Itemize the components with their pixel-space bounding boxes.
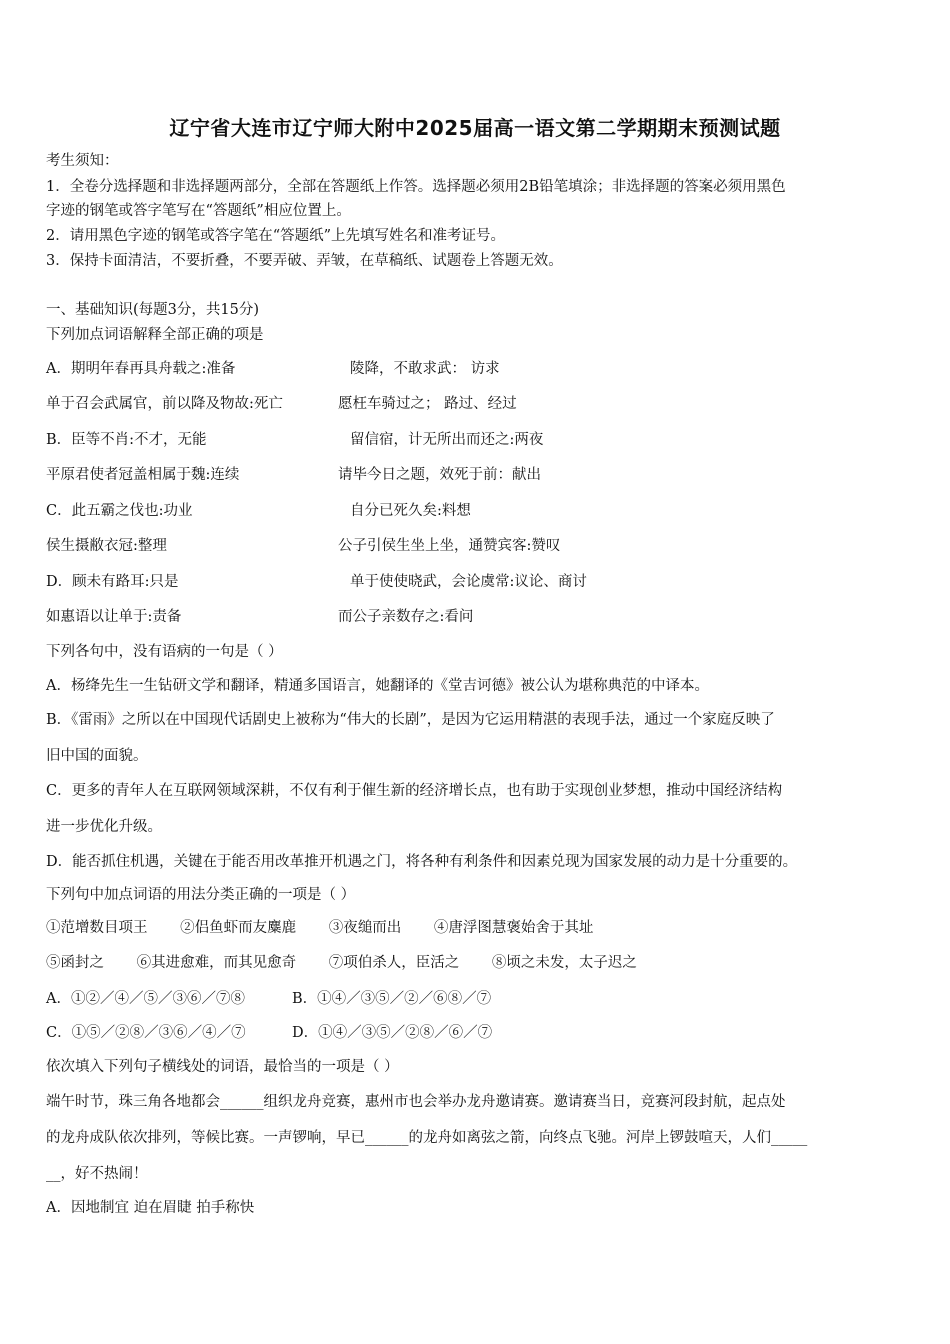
q1-row-left: 单于召会武属官，前以降及物故:死亡	[46, 396, 283, 412]
q4-passage-line-2: 的龙舟成队依次排列，等候比赛。一声锣响，早已______的龙舟如离弦之箭，向终点飞驰。河岸上锣鼓喧天，人们_____	[46, 1130, 808, 1146]
q4-passage-line-3: __，好不热闹！	[46, 1166, 148, 1182]
q4-option-a: A．因地制宜 迫在眉睫 拍手称快	[46, 1200, 255, 1216]
q1-row-left: 平原君使者冠盖相属于魏:连续	[46, 467, 240, 483]
section-heading: 一、基础知识(每题3分，共15分)	[46, 302, 259, 318]
q2-option-b: B．《雷雨》之所以在中国现代话剧史上被称为“伟大的长剧”，是因为它运用精湛的表现手法，通过一个家庭反映了	[46, 712, 775, 728]
q3-option-b: B．①④／③⑤／②／⑥⑧／⑦	[292, 991, 492, 1007]
q4-passage-line-1: 端午时节，珠三角各地都会______组织龙舟竞赛，惠州市也会举办龙舟邀请赛。邀请赛当日，竞赛河段封航，起点处	[46, 1094, 786, 1110]
q3-item: ①范增数目项王	[46, 920, 148, 936]
q1-row-left: C．此五霸之伐也:功业	[46, 503, 193, 519]
q1-row-right: 留信宿，计无所出而还之:两夜	[350, 432, 544, 448]
q3-item: ③夜缒而出	[328, 920, 402, 936]
q2-option-c: C．更多的青年人在互联网领域深耕，不仅有利于催生新的经济增长点，也有助于实现创业梦想，推动中国经济结构	[46, 783, 783, 799]
q3-items-row-1	[46, 918, 593, 938]
q1-row-left: A．期明年春再具舟载之:准备	[46, 361, 236, 377]
q3-item: ⑥其进愈难，而其见愈奇	[136, 955, 297, 971]
q1-row-right: 单于使使晓武，会论虞常:议论、商讨	[350, 574, 587, 590]
q2-option-d: D．能否抓住机遇，关键在于能否用改革推开机遇之门，将各种有利条件和因素兑现为国家发展的动力是十分重要的。	[46, 854, 798, 870]
q1-row-left: 侯生摄敝衣冠:整理	[46, 538, 167, 554]
page-title: 辽宁省大连市辽宁师大附中2025届高一语文第二学期期末预测试题	[169, 116, 781, 140]
q2-option-c-cont: 进一步优化升级。	[46, 819, 162, 835]
q3-stem: 下列句中加点词语的用法分类正确的一项是（ ）	[46, 887, 356, 903]
q2-option-b-cont: 旧中国的面貌。	[46, 748, 148, 764]
q1-row-right: 自分已死久矣:料想	[350, 503, 471, 519]
q3-item: ⑦项伯杀人，臣活之	[328, 955, 460, 971]
q1-row-left: B．臣等不肖:不才，无能	[46, 432, 207, 448]
q1-row-right: 愿枉车骑过之； 路过、经过	[338, 396, 517, 412]
q3-item: ②侣鱼虾而友麋鹿	[180, 920, 297, 936]
q3-option-d: D．①④／③⑤／②⑧／⑥／⑦	[292, 1025, 493, 1041]
q2-stem: 下列各句中，没有语病的一句是（ ）	[46, 644, 283, 660]
q2-option-a: A．杨绛先生一生钻研文学和翻译，精通多国语言，她翻译的《堂吉诃德》被公认为堪称典范的中译本。	[46, 678, 709, 694]
q1-row-right: 陵降，不敢求武： 访求	[350, 361, 500, 377]
q1-row-right: 公子引侯生坐上坐，通赞宾客:赞叹	[338, 538, 561, 554]
notice-item-3: 3．保持卡面清洁，不要折叠，不要弄破、弄皱，在草稿纸、试题卷上答题无效。	[46, 253, 563, 269]
q3-option-c: C．①⑤／②⑧／③⑥／④／⑦	[46, 1025, 246, 1041]
q1-row-right: 而公子亲数存之:看问	[338, 609, 474, 625]
q3-item: ⑤函封之	[46, 955, 104, 971]
q3-items-row-2	[46, 953, 637, 973]
notice-item-2: 2．请用黑色字迹的钢笔或答字笔在“答题纸”上先填写姓名和准考证号。	[46, 228, 506, 244]
notice-heading: 考生须知：	[46, 153, 119, 169]
notice-item-1-cont: 字迹的钢笔或答字笔写在“答题纸”相应位置上。	[46, 203, 351, 219]
q1-stem: 下列加点词语解释全部正确的项是	[46, 327, 264, 343]
q1-row-left: D．顾未有路耳:只是	[46, 574, 179, 590]
q1-row-left: 如惠语以让单于:责备	[46, 609, 182, 625]
q1-row-right: 请毕今日之题，效死于前：献出	[338, 467, 541, 483]
q3-item: ④唐浮图慧褒始舍于其址	[433, 920, 594, 936]
q4-stem: 依次填入下列句子横线处的词语，最恰当的一项是（ ）	[46, 1059, 399, 1075]
q3-item: ⑧顷之未发，太子迟之	[491, 955, 637, 971]
q3-option-a: A．①②／④／⑤／③⑥／⑦⑧	[46, 991, 245, 1007]
notice-item-1: 1．全卷分选择题和非选择题两部分，全部在答题纸上作答。选择题必须用2B铅笔填涂；非选择题的答案必须用黑色	[46, 179, 786, 195]
